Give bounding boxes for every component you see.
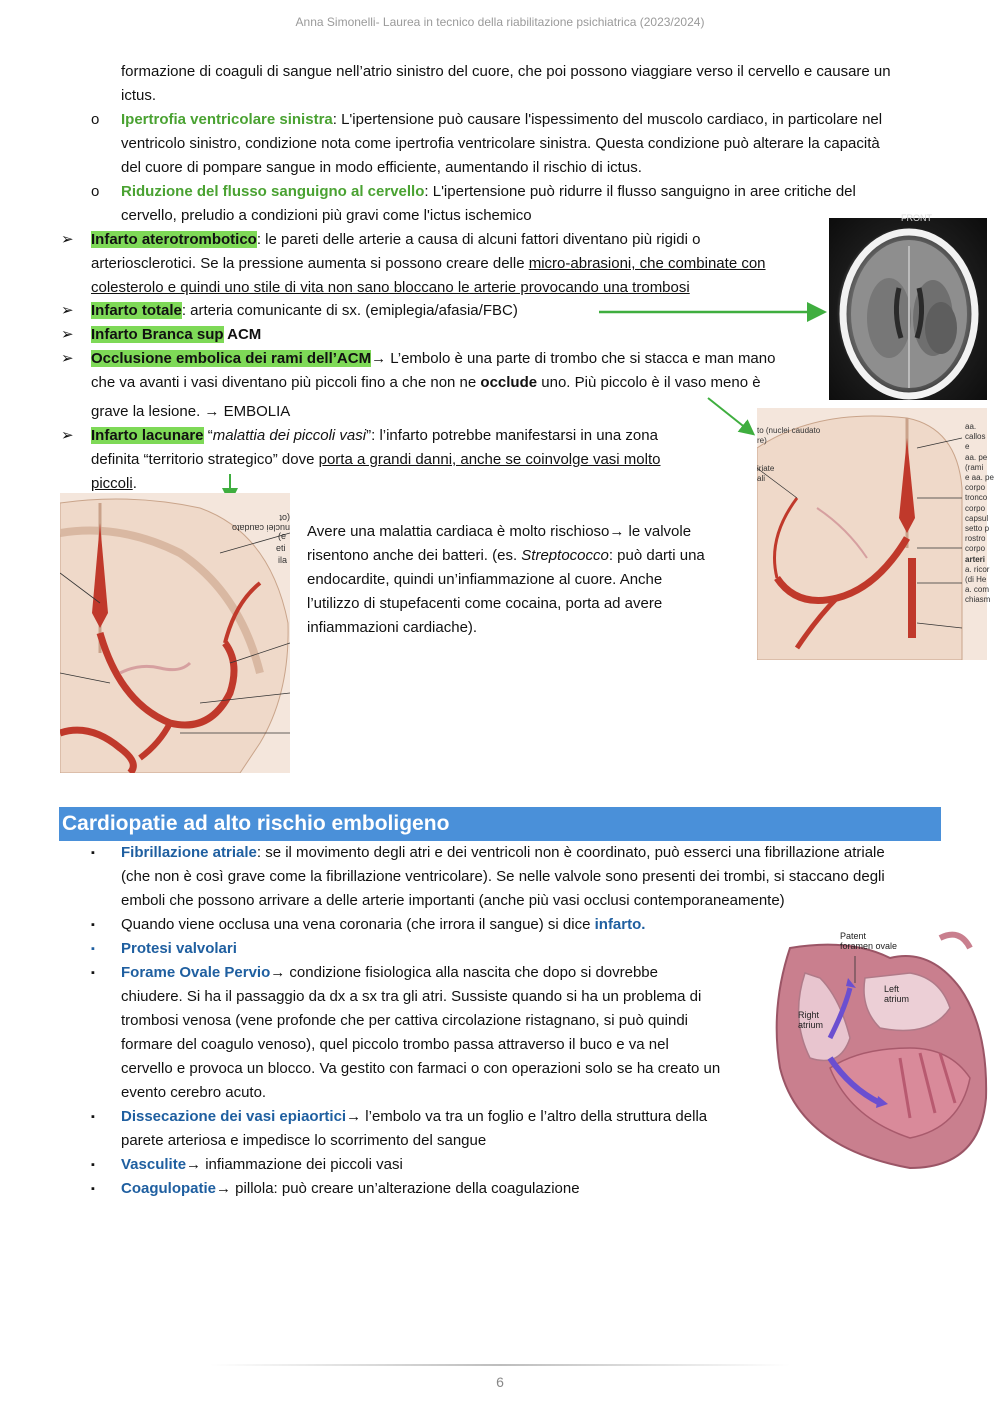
square-bullet-marker: ▪ [91,1159,95,1171]
sub-item-flow-line2: cervello, preludio a condizioni più gravi come l'ictus ischemico [121,207,532,224]
right-brain-label: setto p [965,524,990,534]
right-brain-label: to (nuclei caudato [757,426,821,435]
term-coagulopatie: Coagulopatie [121,1180,217,1197]
item-aterotrombotico-line3: colesterolo e quindi uno stile di vita non sano bloccano le arterie provocando una trombosi [91,279,690,296]
diss-text-1: → l’embolo va tra un foglio e l’altro della struttura della [346,1108,708,1125]
cardio-note-line3: endocardite, quindi un’infiammazione al cuore. Anche [307,571,663,588]
item-dissecazione-line2: parete arteriosa e impedisce lo scorrimento del sangue [121,1132,487,1149]
right-brain-label: tronco [965,493,988,503]
item-forame-line2: chiudere. Si ha il passaggio da dx a sx tra gli atri. Sussiste quando si ha un problema di [121,988,702,1005]
embol-occlude: occlude [480,374,538,391]
item-vasculite [121,1153,403,1177]
paragraph-continuation-line2: ictus. [121,87,157,104]
embol-text-2c: uno. Più piccolo è il vaso meno è [537,374,761,391]
left-brain-label-1: nuclei caudato (ot [231,513,290,533]
arrow-bullet-marker: ➢ [61,350,74,367]
fib-text-1: : se il movimento degli atri e dei ventricoli non è coordinato, può esserci una fibrillazione atriale [256,844,885,861]
right-brain-label: a. ricor [965,564,990,574]
forame-text-1: → condizione fisiologica alla nascita che dopo si dovrebbe [270,964,658,981]
cardio-note-line4: l’utilizzo di stupefacenti come cocaina, porta ad avere [307,595,663,612]
atero-text-1: : le pareti delle arterie a causa di alcuni fattori diventano più rigidi o [256,231,701,248]
totale-text: : arteria comunicante di sx. (emiplegia/afasia/FBC) [181,302,518,319]
term-fibrillazione: Fibrillazione atriale [121,844,257,861]
right-brain-label: re) [757,436,767,445]
sub-bullet-marker: o [91,111,100,128]
atero-text-2a: arteriosclerotici. Se la pressione aumenta si possono creare delle [91,255,529,272]
square-bullet-marker: ▪ [91,967,95,979]
term-forame: Forame Ovale Pervio [121,964,271,981]
right-brain-label: aa. pe [965,452,988,462]
term-occlusione-embolica: Occlusione embolica dei rami dell’ACM [91,350,372,367]
lacun-text-1c: ”: l’infarto potrebbe manifestarsi in una zona [366,427,658,444]
item-forame-line5: cervello e provoca un blocco. Va gestito con farmaci o con operazioni solo se ha creato un [121,1060,721,1077]
heart-label-foramen: foramen ovale [840,941,898,951]
arrow-to-right-brain-icon [708,398,752,433]
square-bullet-marker: ▪ [91,943,95,955]
heart-label-patent: Patent [840,931,867,941]
left-brain-label-3: eti [276,543,286,553]
right-brain-label: iriate [757,464,775,473]
page-number: 6 [496,1374,504,1390]
right-brain-label: e [965,442,970,452]
brain-coronal-right-image [757,408,994,660]
lacun-text-1a: “ [203,427,213,444]
arrow-bullet-marker: ➢ [61,231,74,248]
right-brain-label: chiasm [965,595,991,605]
right-brain-label: (di He [965,575,987,585]
arrow-bullet-marker: ➢ [61,427,74,444]
arrow-bullet-marker: ➢ [61,302,74,319]
item-coagulopatie [121,1177,580,1201]
item-infarto [121,913,645,937]
right-brain-label: corpo [965,544,986,554]
embol-text-1: → L’embolo è una parte di trombo che si stacca e man mano [371,350,776,367]
term-infarto-totale: Infarto totale [91,302,182,319]
right-brain-label-left-group [757,426,827,484]
item-fibrillazione-line3: emboli che possono arrivare a delle arterie importanti (anche più vasi occlusi contemporaneamente) [121,892,785,909]
square-bullet-marker: ▪ [91,1111,95,1123]
atero-text-2b: micro-abrasioni, che combinate con [528,255,766,272]
cardio-note-line1: Avere una malattia cardiaca è molto rischioso→ le valvole [307,523,692,540]
sub-item-hypertrophy-line3: del cuore di pompare sangue in modo efficiente, aumentando il rischio di ictus. [121,159,642,176]
item-fibrillazione-line1 [121,841,885,865]
item-dissecazione-line1 [121,1105,707,1129]
cardio-note-line2 [307,544,705,568]
cardio-note-2c: : può darti una [608,547,705,564]
right-brain-label: ali [757,474,766,483]
embol-text-2a: che va avanti i vasi diventano più piccoli fino a che non ne [91,374,481,391]
term-infarto: infarto. [594,916,646,933]
lacun-text-3-end: . [132,475,137,492]
term-vasculite: Vasculite [121,1156,187,1173]
cardio-note-2b: Streptococco [521,547,609,564]
item-forame-line1 [121,961,658,985]
coag-text: → pillola: può creare un’alterazione della coagulazione [216,1180,580,1197]
sub1-text-1: : L'ipertensione può causare l'ispessimento del muscolo cardiaco, in particolare nel [332,111,883,128]
heart-drawing [770,928,988,1174]
item-forame-line6: evento cerebro acuto. [121,1084,267,1101]
lacun-text-2b: porta a grandi danni, anche se coinvolge vasi molto [318,451,661,468]
item-forame-line3: trombosi venosa (vene profonde che per cattiva circolazione ristagnano, si può quindi [121,1012,688,1029]
term-ipertrofia: Ipertrofia ventricolare sinistra [121,111,333,128]
ct-front-label: FRONT [901,213,932,223]
term-dissecazione: Dissecazione dei vasi epiaortici [121,1108,347,1125]
item-forame-line4: formare del coagulo venoso), quel piccolo trombo passa attraverso il buco e va nel [121,1036,669,1053]
item-protesi: Protesi valvolari [121,940,237,957]
cardio-note-2a: risentono anche dei batteri. (es. [307,547,522,564]
heart-label-left: Left [884,984,900,994]
right-brain-label: corpo [965,483,986,493]
branca-after: ACM [223,326,262,343]
paragraph-continuation-line1: formazione di coaguli di sangue nell’atrio sinistro del cuore, che poi possono viaggiare verso il cervello e causare un [121,63,891,80]
item-fibrillazione-line2: (che non è così grave come la fibrillazione ventricolare). Se nelle valvole sono presenti dei trombi, si staccano degli [121,868,885,885]
footer-divider [210,1364,790,1366]
right-brain-label: arteri [965,554,986,564]
heart-label-right-atrium: atrium [798,1020,824,1030]
item-embolica-line3: grave la lesione. → EMBOLIA [91,403,291,420]
sub-bullet-marker: o [91,183,100,200]
brain-left-drawing [60,493,290,773]
heart-foramen-ovale-image [770,928,988,1174]
inf-text: Quando viene occlusa una vena coronaria (che irrora il sangue) si dice [121,916,595,933]
right-brain-label: callos [965,432,986,442]
right-brain-label-right-group [965,422,995,606]
square-bullet-marker: ▪ [91,919,95,931]
arrow-bullet-marker: ➢ [61,326,74,343]
square-bullet-marker: ▪ [91,847,95,859]
term-aterotrombotico: Infarto aterotrombotico [91,231,257,248]
right-brain-label: e aa. pe [965,473,994,483]
vasc-text: → infiammazione dei piccoli vasi [186,1156,403,1173]
left-brain-label-4: ila [278,555,288,565]
right-brain-label: a. com [965,585,990,595]
left-brain-label-2: (e [278,531,287,541]
lacun-text-3: piccoli [91,475,133,492]
heart-label-left-atrium: atrium [884,994,910,1004]
brain-coronal-left-image [60,493,290,773]
term-lacunare: Infarto lacunare [91,427,204,444]
right-brain-label: aa. [965,422,977,431]
section-heading-cardiopatie: Cardiopatie ad alto rischio emboligeno [59,807,941,841]
square-bullet-marker: ▪ [91,1183,95,1195]
page-header: Anna Simonelli- Laurea in tecnico della riabilitazione psichiatrica (2023/2024) [295,15,705,29]
heart-label-right: Right [798,1010,820,1020]
right-brain-label: rostro [965,534,986,544]
lacun-text-1b: malattia dei piccoli vasi [212,427,367,444]
right-brain-label: (rami [965,462,984,472]
term-riduzione-flusso: Riduzione del flusso sanguigno al cervello [121,183,425,200]
right-brain-label: capsul [965,513,989,523]
sub2-text-1: : L'ipertensione può ridurre il flusso sanguigno in aree critiche del [424,183,856,200]
right-brain-label: corpo [965,503,986,513]
lacun-text-2a: definita “territorio strategico” dove [91,451,319,468]
cardio-note-line5: infiammazioni cardiache). [307,619,478,636]
sub-item-hypertrophy-line2: ventricolo sinistro, condizione nota come ipertrofia ventricolare sinistra. Questa condizione può alterare la capacità [121,135,880,152]
term-branca-sup: Infarto Branca sup [91,326,224,343]
